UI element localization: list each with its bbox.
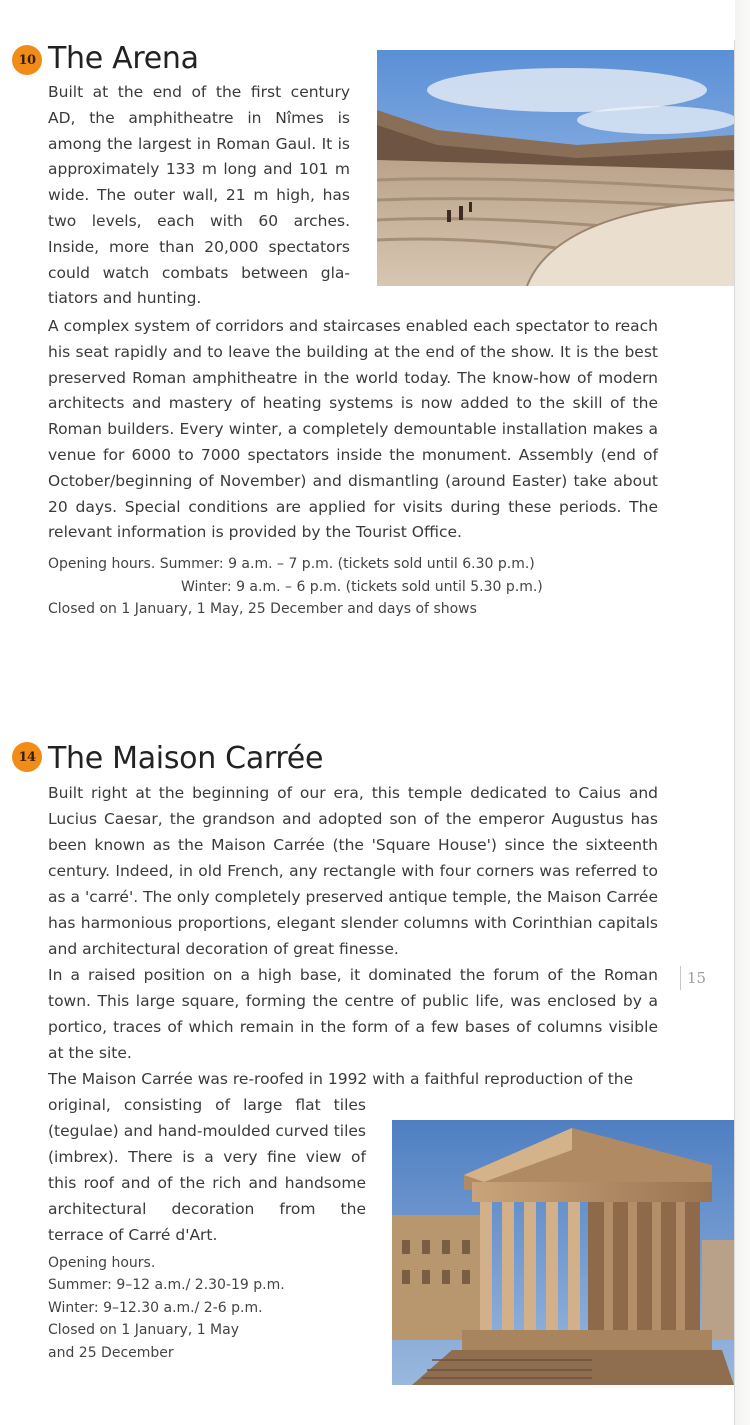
- arena-photo: [377, 50, 734, 286]
- arena-title: The Arena: [48, 41, 199, 76]
- arena-body-text: A complex system of corridors and staircases enabled each spectator to reach his seat rapidly and to leave the building at the end of the show. It is the best preserved Roman amphitheatre in the world today. The know-how of modern architects and mastery of heating systems is now added to the skill of the Roman builders. Every winter, a completely demountable installation makes a venue for 6000 to 7000 spectators inside the monument. Assembly (end of October/beginning of November) and dismantling (around Easter) take about 20 days. Special conditions are applied for visits during these periods. The relevant information is provided by the Tourist Office.: [48, 317, 658, 542]
- maison-closed-days: Closed on 1 January, 1 May: [48, 1322, 239, 1339]
- maison-closed-days-continued: and 25 December: [48, 1344, 174, 1361]
- page-fold-line: [734, 40, 735, 1425]
- maison-title: The Maison Carrée: [48, 741, 324, 776]
- maison-hours-winter: Winter: 9–12.30 a.m./ 2-6 p.m.: [48, 1299, 263, 1316]
- section-number-badge: 10: [12, 45, 42, 75]
- maison-hours-summer: Summer: 9–12 a.m./ 2.30-19 p.m.: [48, 1277, 285, 1294]
- maison-hours-label: Opening hours.: [48, 1255, 156, 1271]
- arena-opening-hours: [48, 553, 668, 621]
- maison-carree-photo: [392, 1120, 734, 1385]
- maison-opening-hours: [48, 1252, 368, 1364]
- arena-hours-summer: Opening hours. Summer: 9 a.m. – 7 p.m. (tickets sold until 6.30 p.m.): [48, 556, 535, 572]
- arena-closed-days: Closed on 1 January, 1 May, 25 December and days of shows: [48, 601, 477, 617]
- maison-paragraph-2: In a raised position on a high base, it dominated the forum of the Roman town. This large square, forming the centre of public life, was enclosed by a portico, traces of which remain in the form of a few bases of columns visible at the site.: [48, 966, 658, 1062]
- page-edge: [735, 0, 750, 1425]
- arena-hours-winter: Winter: 9 a.m. – 6 p.m. (tickets sold until 5.30 p.m.): [181, 578, 543, 595]
- maison-paragraph-3-first-line: The Maison Carrée was re-roofed in 1992 with a faithful reproduction of the: [48, 1070, 634, 1088]
- page-number: 15: [680, 966, 706, 990]
- maison-paragraph-3: original, consisting of large flat tiles (tegulae) and hand-moulded curved tiles (imbrex). There is a very fine view of this roof and of the rich and handsome architectural decoration from the terrace of Carré d'Art.: [48, 1096, 366, 1244]
- arena-intro-text: Built at the end of the first century AD, the amphitheatre in Nîmes is among the largest in Roman Gaul. It is approximately 133 m long and 101 m wide. The outer wall, 21 m high, has two levels, each with 60 arches. Inside, more than 20,000 spectators could watch combats between glatiators and hunting.: [48, 83, 350, 308]
- section-number-badge: 14: [12, 742, 42, 772]
- maison-paragraph-1: Built right at the beginning of our era, this temple dedicated to Caius and Lucius Caesar, the grandson and adopted son of the emperor Augustus has been known as the Maison Carrée (the 'Square House') since the sixteenth century. Indeed, in old French, any rectangle with four corners was referred to as a 'carré'. The only completely preserved antique temple, the Maison Carrée has harmonious proportions, elegant slender columns with Corinthian capitals and architectural decoration of great finesse.: [48, 784, 658, 958]
